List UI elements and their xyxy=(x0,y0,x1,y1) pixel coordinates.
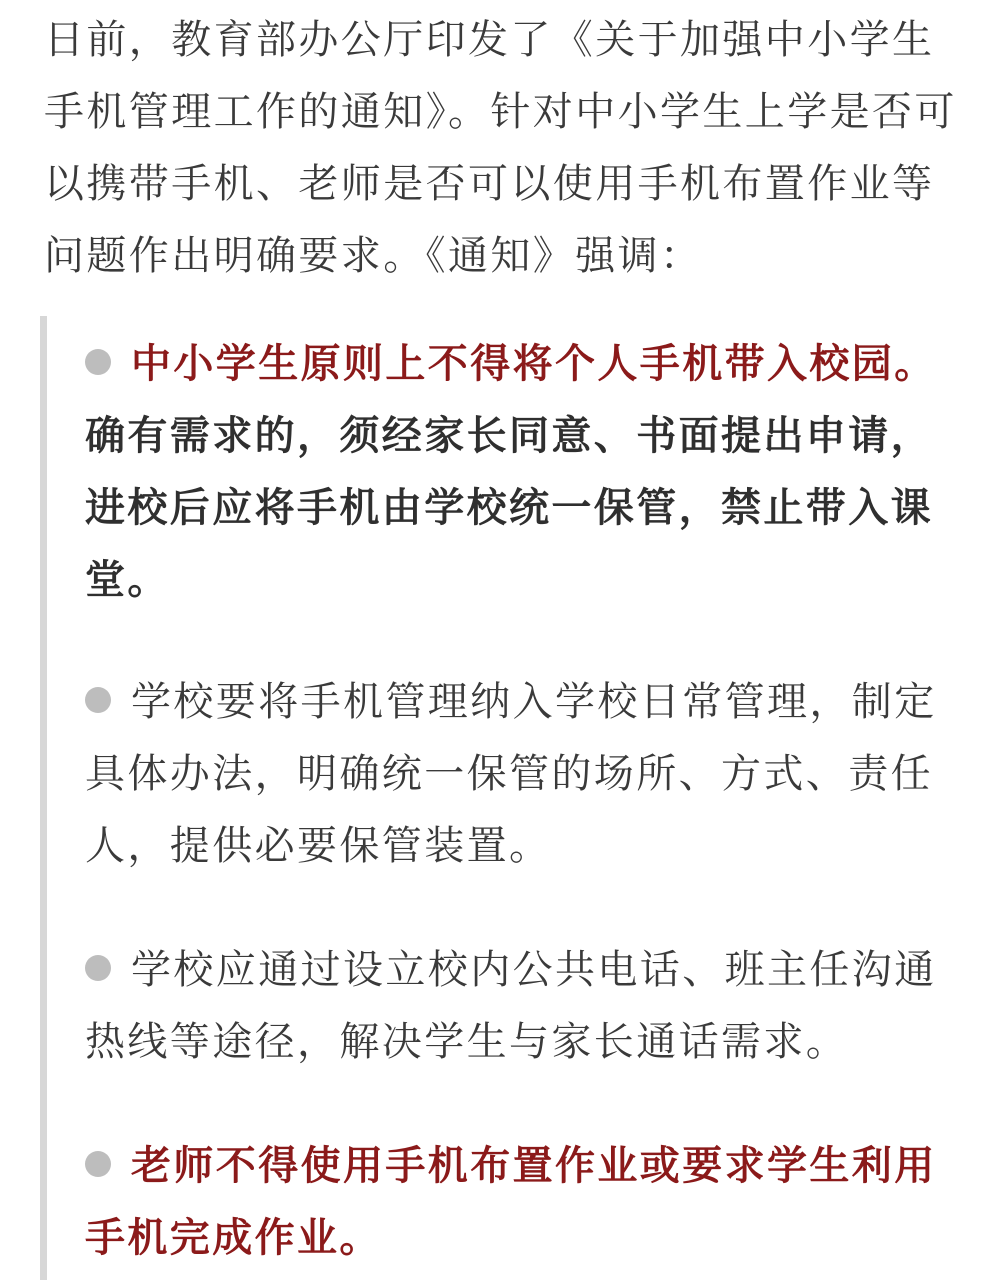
bullet-item-2 xyxy=(85,666,959,882)
notice-quote-block xyxy=(40,316,960,1280)
bullet-item-1 xyxy=(85,328,959,616)
bullet-highlight-text: 老师不得使用手机布置作业或要求学生利用手机完成作业。 xyxy=(85,1143,937,1261)
bullet-dot-icon xyxy=(85,687,111,713)
intro-paragraph: 日前，教育部办公厅印发了《关于加强中小学生手机管理工作的通知》。针对中小学生上学是否可以携带手机、老师是否可以使用手机布置作业等问题作出明确要求。《通知》强调： xyxy=(44,17,957,279)
bullet-body-text: 确有需求的，须经家长同意、书面提出申请，进校后应将手机由学校统一保管，禁止带入课堂。 xyxy=(85,413,933,603)
bullet-body-text: 学校要将手机管理纳入学校日常管理，制定具体办法，明确统一保管的场所、方式、责任人，提供必要保管装置。 xyxy=(85,679,937,869)
bullet-dot-icon xyxy=(85,1151,111,1177)
bullet-dot-icon xyxy=(85,955,111,981)
bullet-item-4 xyxy=(85,1130,959,1274)
bullet-item-3 xyxy=(85,934,959,1078)
bullet-dot-icon xyxy=(85,349,111,375)
bullet-highlight-text: 中小学生原则上不得将个人手机带入校园。 xyxy=(131,341,937,387)
bullet-body-text: 学校应通过设立校内公共电话、班主任沟通热线等途径，解决学生与家长通话需求。 xyxy=(85,947,937,1065)
